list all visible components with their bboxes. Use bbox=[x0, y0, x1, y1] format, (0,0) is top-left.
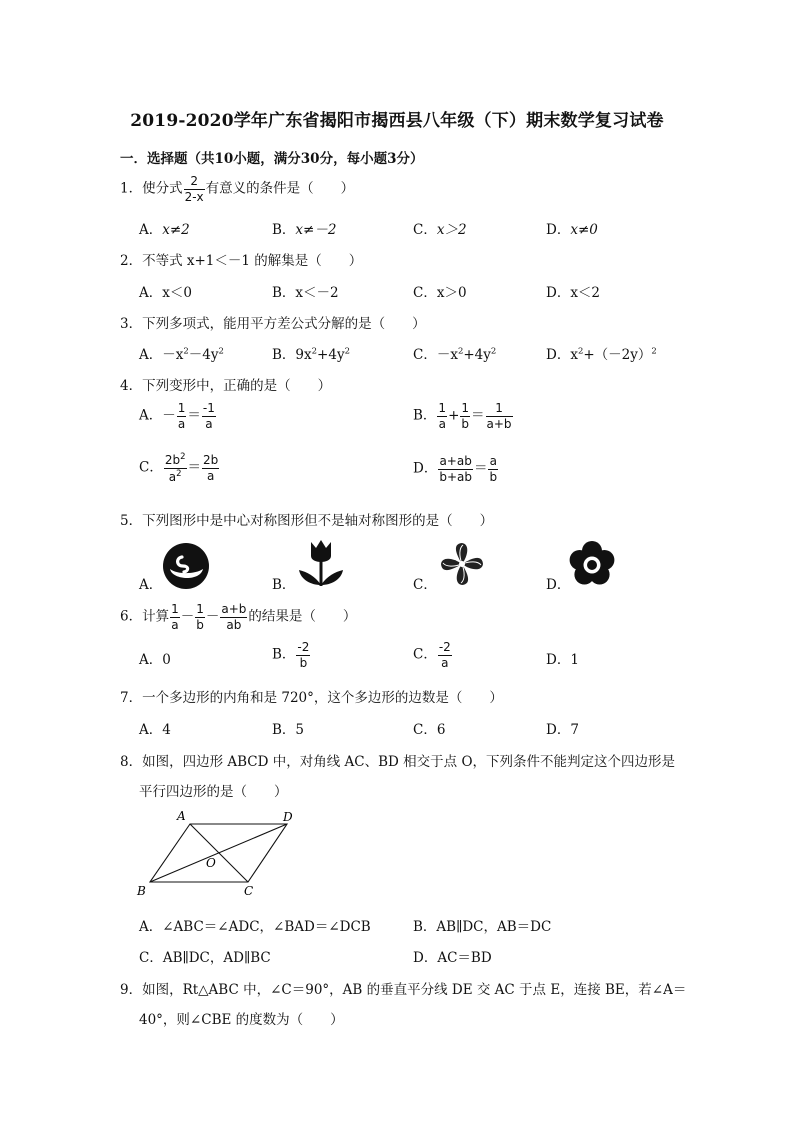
q5-option-d-label[interactable]: D． bbox=[546, 577, 571, 593]
q2-option-a[interactable]: A．x＜0 bbox=[139, 285, 192, 301]
question-5: 5．下列图形中是中心对称图形但不是轴对称图形的是（ ） bbox=[120, 513, 494, 529]
q4-option-c[interactable]: C． $\frac{2b^2}{a^2}$ ＝ $\frac{2b}{a}$ bbox=[139, 452, 219, 484]
q7-option-d[interactable]: D．7 bbox=[546, 722, 579, 738]
question-3: 3．下列多项式，能用平方差公式分解的是（ ） bbox=[120, 316, 426, 332]
question-9-line1: 9．如图，Rt△ABC 中，∠C＝90°，AB 的垂直平分线 DE 交 AC 于点 E，连接 BE，若∠A＝ bbox=[120, 982, 687, 998]
q1-option-c[interactable]: C．x＞2 bbox=[413, 222, 467, 238]
q7-option-b[interactable]: B．5 bbox=[272, 722, 305, 738]
q2-option-b[interactable]: B．x＜－2 bbox=[272, 285, 339, 301]
q5-option-c-label[interactable]: C． bbox=[413, 577, 437, 593]
q3-option-b[interactable]: B．$9x^2+4y^2$ bbox=[272, 346, 350, 363]
q1-option-b[interactable]: B．x≠－2 bbox=[272, 222, 337, 238]
q2-option-d[interactable]: D．x＜2 bbox=[546, 285, 601, 301]
question-6: 6．计算 $\frac{1}{a}$ － $\frac{1}{b}$ － $\frac{a+b}{ab}$ 的结果是（ ） bbox=[120, 602, 357, 632]
question-7: 7．一个多边形的内角和是 720°，这个多边形的边数是（ ） bbox=[120, 690, 503, 706]
parallelogram-figure bbox=[134, 806, 304, 898]
q6-option-b[interactable]: B． $\frac{-2}{b}$ bbox=[272, 640, 310, 670]
question-8-line1: 8．如图，四边形 ABCD 中，对角线 AC、BD 相交于点 O，下列条件不能判定这个四边形是 bbox=[120, 754, 676, 770]
q1-suffix: 有意义的条件是（ ） bbox=[205, 180, 355, 197]
q1-option-a[interactable]: A．x≠2 bbox=[139, 222, 190, 238]
label-B: B bbox=[137, 884, 146, 898]
label-O: O bbox=[206, 856, 216, 870]
tulip-icon bbox=[297, 538, 345, 588]
q5-option-b-label[interactable]: B． bbox=[272, 577, 296, 593]
q7-option-a[interactable]: A．4 bbox=[139, 722, 171, 738]
page-title: 2019-2020学年广东省揭阳市揭西县八年级（下）期末数学复习试卷 bbox=[130, 111, 664, 131]
q3-option-a[interactable]: A．$-x^2-4y^2$ bbox=[139, 346, 224, 363]
q3-option-c[interactable]: C．$-x^2+4y^2$ bbox=[413, 346, 497, 363]
pinwheel-flower-icon bbox=[438, 540, 486, 588]
q1-fraction: $\frac{2}{2-x}$ bbox=[184, 174, 204, 204]
q1-option-d[interactable]: D．x≠0 bbox=[546, 222, 598, 238]
q4-option-d[interactable]: D． $\frac{a+ab}{b+ab}$ ＝ $\frac{a}{b}$ bbox=[413, 454, 498, 484]
q5-option-a-label[interactable]: A． bbox=[139, 577, 163, 593]
question-2: 2．不等式 x+1＜－1 的解集是（ ） bbox=[120, 253, 363, 269]
q4-option-a[interactable]: A．－ $\frac{1}{a}$ ＝ $\frac{-1}{a}$ bbox=[139, 401, 215, 431]
q7-option-c[interactable]: C．6 bbox=[413, 722, 446, 738]
flower-icon bbox=[569, 541, 615, 587]
yin-yang-like-swirl-icon bbox=[162, 542, 210, 590]
question-8-line2: 平行四边形的是（ ） bbox=[139, 784, 288, 800]
q8-option-a[interactable]: A．∠ABC＝∠ADC，∠BAD＝∠DCB bbox=[139, 919, 371, 935]
label-A: A bbox=[177, 809, 186, 823]
q8-option-b[interactable]: B．AB∥DC，AB＝DC bbox=[413, 919, 552, 935]
q6-option-a[interactable]: A．0 bbox=[139, 652, 171, 668]
q8-option-d[interactable]: D．AC＝BD bbox=[413, 950, 492, 966]
question-1 bbox=[120, 175, 354, 203]
q4-option-b[interactable]: B． $\frac{1}{a}$ + $\frac{1}{b}$ ＝ $\frac{1}{a+b}$ bbox=[413, 401, 512, 431]
label-C: C bbox=[244, 884, 254, 898]
label-D: D bbox=[283, 810, 293, 824]
q8-option-c[interactable]: C．AB∥DC，AD∥BC bbox=[139, 950, 271, 966]
q1-prefix: 1．使分式 bbox=[120, 180, 183, 197]
q6-option-d[interactable]: D．1 bbox=[546, 652, 579, 668]
q6-option-c[interactable]: C． $\frac{-2}{a}$ bbox=[413, 640, 451, 670]
section-heading: 一．选择题（共10小题，满分30分，每小题3分） bbox=[120, 151, 424, 167]
q2-option-c[interactable]: C．x＞0 bbox=[413, 285, 467, 301]
question-4: 4．下列变形中，正确的是（ ） bbox=[120, 378, 332, 394]
q3-option-d[interactable]: D．$x^2+(-2y)^2$ bbox=[546, 346, 657, 363]
question-9-line2: 40°，则∠CBE 的度数为（ ） bbox=[139, 1012, 344, 1028]
